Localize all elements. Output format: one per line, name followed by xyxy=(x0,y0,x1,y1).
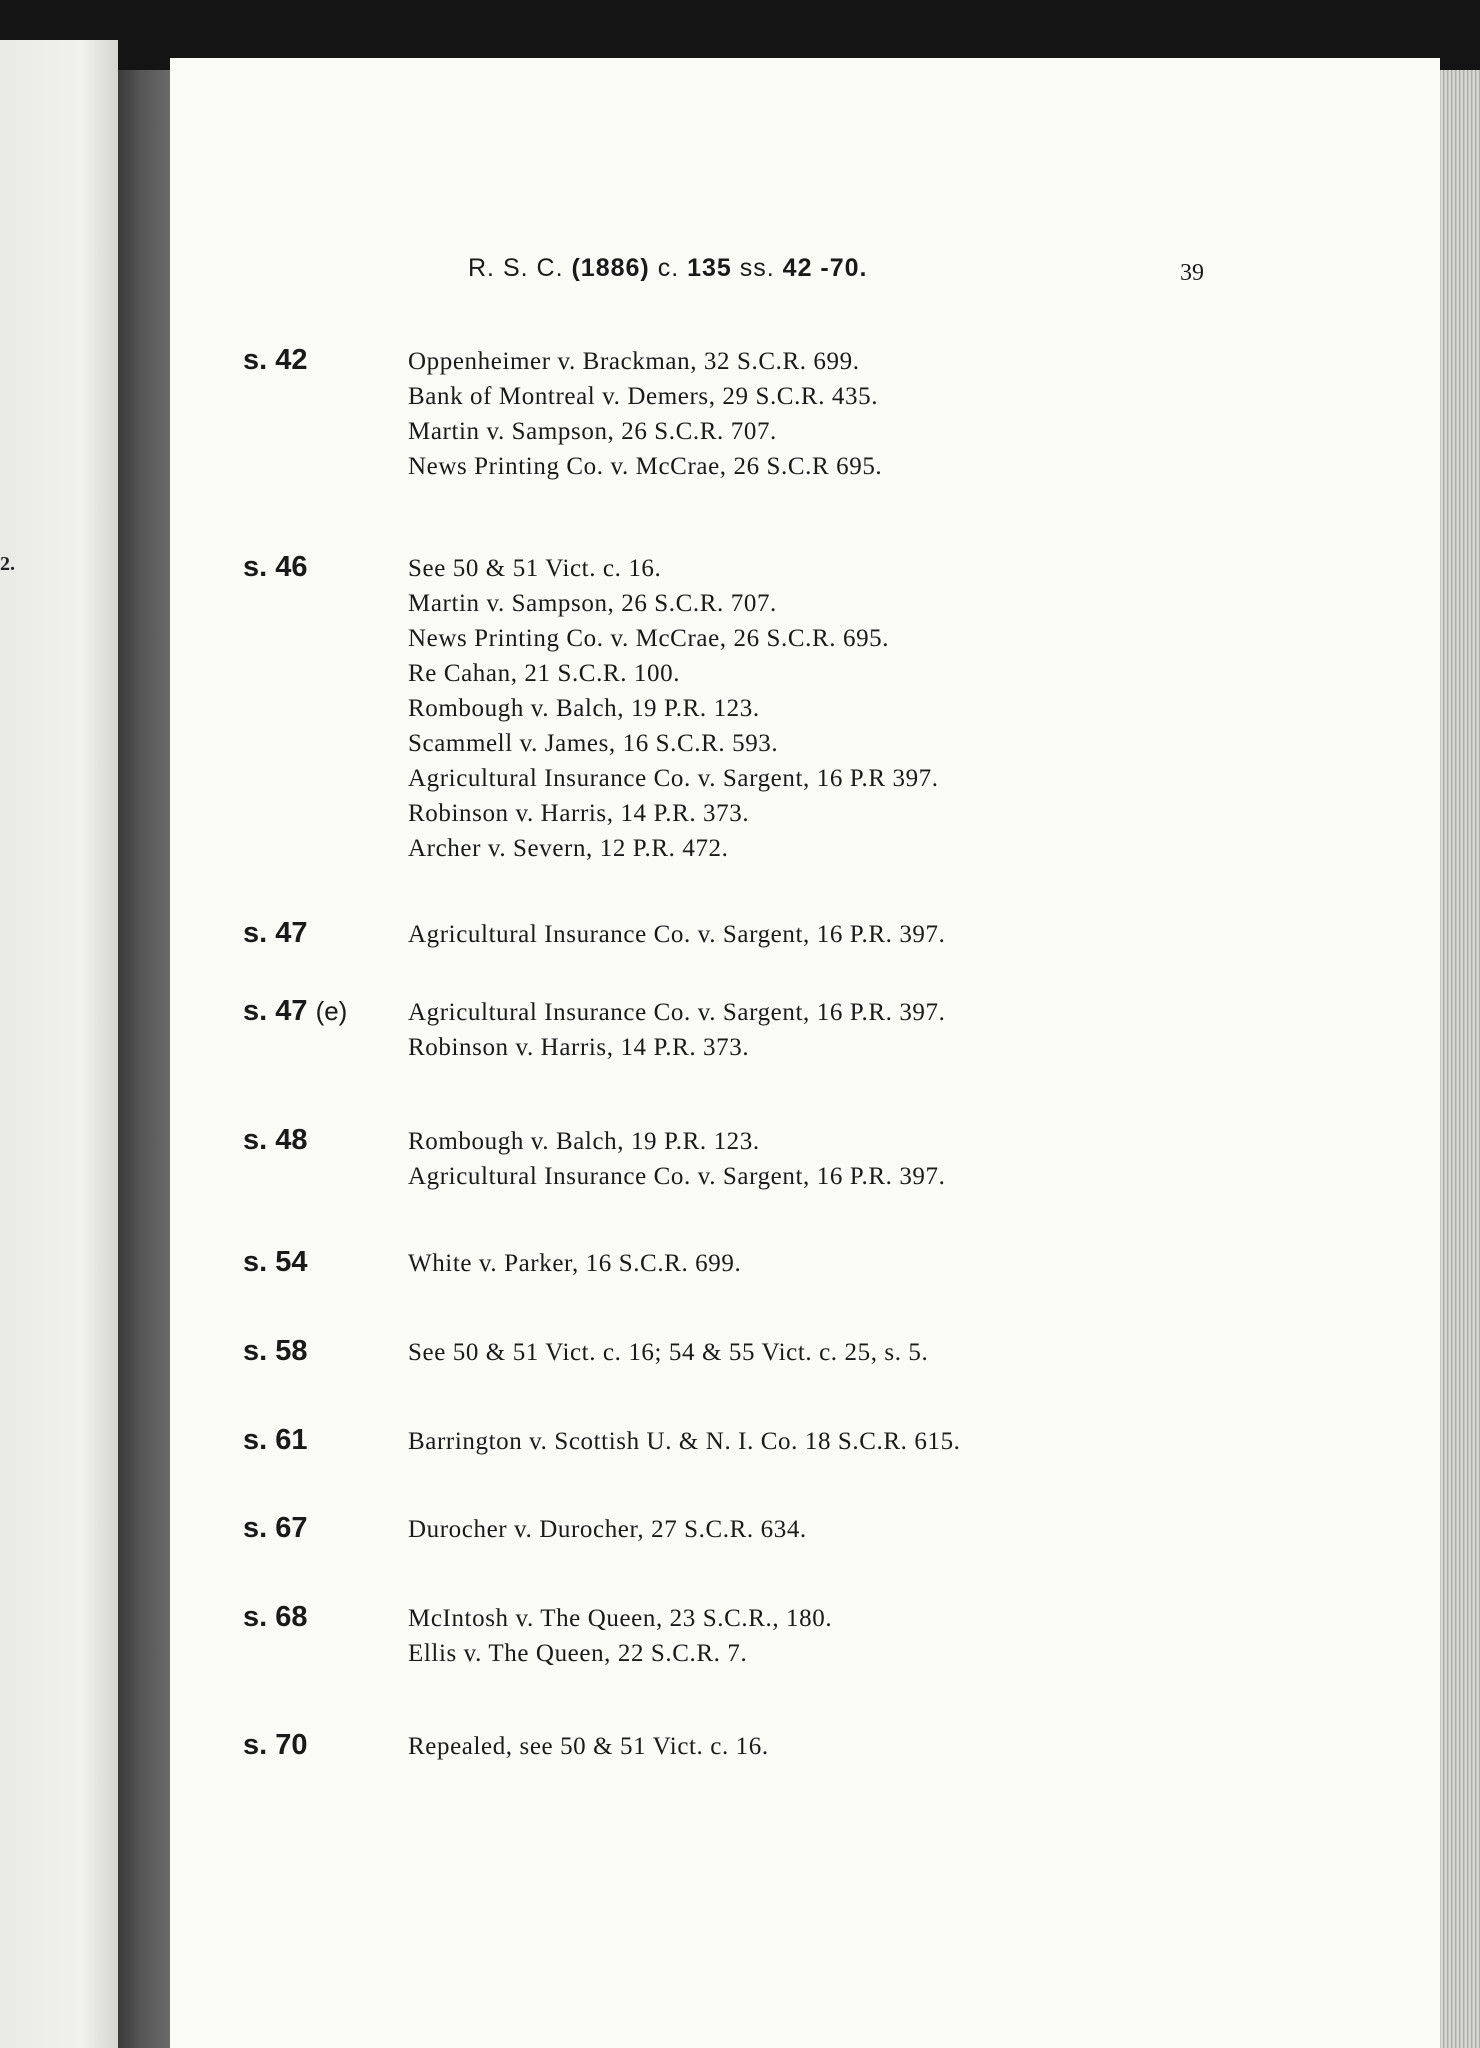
citation: Archer v. Severn, 12 P.R. 472. xyxy=(408,835,729,862)
left-page-edge xyxy=(0,40,118,2048)
section-label xyxy=(243,1335,308,1368)
section-label xyxy=(243,1246,308,1279)
section-label xyxy=(243,1601,308,1634)
citation-list xyxy=(408,1246,741,1281)
citation: Martin v. Sampson, 26 S.C.R. 707. xyxy=(408,590,777,617)
running-head-chapter: 135 xyxy=(687,254,732,282)
section-number: s. 68 xyxy=(243,1601,308,1633)
section-label xyxy=(243,344,308,377)
section-number: s. 70 xyxy=(243,1729,308,1761)
citation: Bank of Montreal v. Demers, 29 S.C.R. 435. xyxy=(408,383,879,410)
citation: White v. Parker, 16 S.C.R. 699. xyxy=(408,1250,742,1277)
citation-list xyxy=(408,1424,961,1459)
left-page-mark: 2. xyxy=(0,553,15,575)
citation: Rombough v. Balch, 19 P.R. 123. xyxy=(408,1128,760,1155)
running-head-range: 42 -70. xyxy=(782,254,868,282)
section-label xyxy=(243,1512,308,1545)
citation-list xyxy=(408,1512,807,1547)
section-label xyxy=(243,1424,308,1457)
citation: Robinson v. Harris, 14 P.R. 373. xyxy=(408,800,750,827)
citation: Robinson v. Harris, 14 P.R. 373. xyxy=(408,1034,750,1061)
citation: Repealed, see 50 & 51 Vict. c. 16. xyxy=(408,1733,769,1760)
section-label xyxy=(243,551,308,584)
page-stack-edge xyxy=(1440,70,1480,2048)
citation: Re Cahan, 21 S.C.R. 100. xyxy=(408,660,681,687)
citation-list xyxy=(408,1729,769,1764)
citation: Scammell v. James, 16 S.C.R. 593. xyxy=(408,730,779,757)
section-number: s. 58 xyxy=(243,1335,308,1367)
running-head-c: c. xyxy=(657,254,680,282)
citation: See 50 & 51 Vict. c. 16; 54 & 55 Vict. c. 25, s. 5. xyxy=(408,1339,929,1366)
citation-list xyxy=(408,551,939,866)
citation: Durocher v. Durocher, 27 S.C.R. 634. xyxy=(408,1516,807,1543)
citation: Agricultural Insurance Co. v. Sargent, 16 P.R 397. xyxy=(408,765,939,792)
section-number: s. 42 xyxy=(243,344,308,376)
citation: News Printing Co. v. McCrae, 26 S.C.R 695. xyxy=(408,453,883,480)
citation: Martin v. Sampson, 26 S.C.R. 707. xyxy=(408,418,777,445)
citation: See 50 & 51 Vict. c. 16. xyxy=(408,555,662,582)
section-label xyxy=(243,995,347,1028)
section-number: s. 61 xyxy=(243,1424,308,1456)
citation: News Printing Co. v. McCrae, 26 S.C.R. 695. xyxy=(408,625,890,652)
book-gutter xyxy=(118,70,170,2048)
citation-list xyxy=(408,344,882,484)
page-number: 39 xyxy=(1180,260,1204,286)
running-head-year: (1886) xyxy=(571,254,650,282)
section-number: s. 47 xyxy=(243,995,308,1027)
section-number: s. 48 xyxy=(243,1124,308,1156)
section-number: s. 67 xyxy=(243,1512,308,1544)
citation-list xyxy=(408,917,945,952)
section-label xyxy=(243,1124,308,1157)
running-head-prefix: R. S. C. xyxy=(468,254,564,282)
section-number: s. 46 xyxy=(243,551,308,583)
running-head-ss: ss. xyxy=(739,254,775,282)
citation: Agricultural Insurance Co. v. Sargent, 16 P.R. 397. xyxy=(408,999,946,1026)
section-label xyxy=(243,917,308,950)
citation: Agricultural Insurance Co. v. Sargent, 16 P.R. 397. xyxy=(408,921,946,948)
citation: Oppenheimer v. Brackman, 32 S.C.R. 699. xyxy=(408,348,860,375)
citation: Agricultural Insurance Co. v. Sargent, 16 P.R. 397. xyxy=(408,1163,946,1190)
citation-list xyxy=(408,1335,928,1370)
citation: Ellis v. The Queen, 22 S.C.R. 7. xyxy=(408,1640,748,1667)
citation: McIntosh v. The Queen, 23 S.C.R., 180. xyxy=(408,1605,833,1632)
citation-list xyxy=(408,1601,832,1671)
citation-list xyxy=(408,995,945,1065)
section-subclause: (e) xyxy=(315,996,348,1026)
section-number: s. 54 xyxy=(243,1246,308,1278)
section-number: s. 47 xyxy=(243,917,308,949)
running-head xyxy=(468,254,868,283)
citation: Rombough v. Balch, 19 P.R. 123. xyxy=(408,695,760,722)
section-label xyxy=(243,1729,308,1762)
citation: Barrington v. Scottish U. & N. I. Co. 18 S.C.R. 615. xyxy=(408,1428,961,1455)
citation-list xyxy=(408,1124,945,1194)
